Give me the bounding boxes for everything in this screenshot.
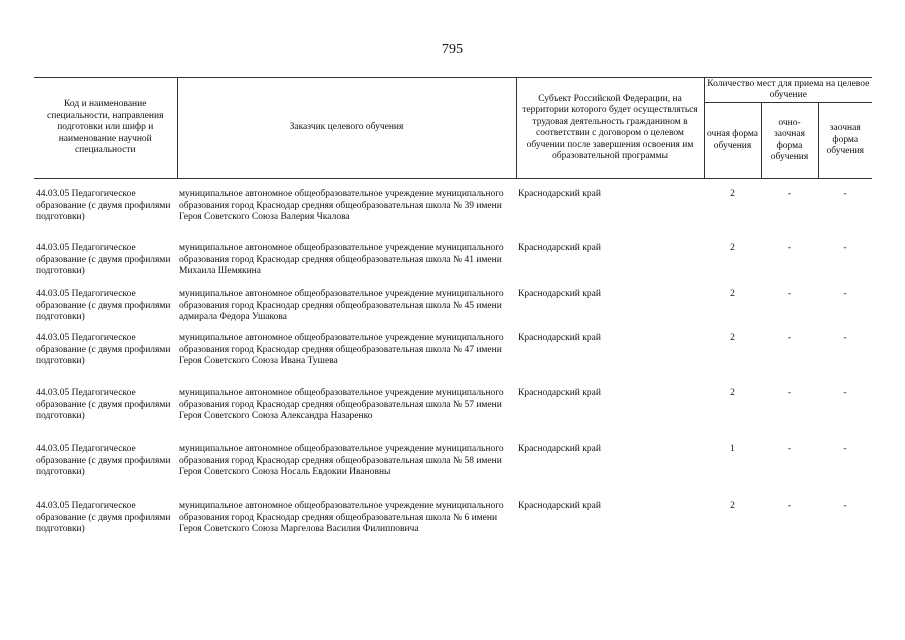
cell-extramural: - (843, 501, 847, 511)
header-full-time: очная форма обучения (704, 103, 761, 179)
header-part-time: очно-заочная форма обучения (761, 103, 818, 179)
cell-subject: Краснодарский край (518, 243, 601, 253)
cell-part-time: - (787, 388, 792, 398)
table-row (34, 189, 872, 243)
cell-customer: муниципальное автономное общеобразовательное учреждение муниципального образования город Краснодар средняя общеобразовательная школа № 6 имени Героя Советского Союза Маргелова Василия Филипповича (179, 501, 504, 534)
cell-code: 44.03.05 Педагогическое образование (с двумя профилями подготовки) (36, 388, 171, 421)
cell-customer: муниципальное автономное общеобразовательное учреждение муниципального образования город Краснодар средняя общеобразовательная школа № 47 имени Героя Советского Союза Ивана Тушева (179, 333, 504, 366)
cell-extramural: - (843, 289, 847, 299)
cell-part-time: - (787, 243, 792, 253)
cell-full-time: 2 (730, 189, 735, 199)
cell-full-time: 2 (730, 501, 735, 511)
table-row (34, 388, 872, 444)
header-code: Код и наименование специальности, направления подготовки или шифр и наименование научной специальности (34, 78, 177, 179)
header-extramural: заочная форма обучения (818, 103, 872, 179)
cell-full-time: 2 (730, 388, 735, 398)
cell-code: 44.03.05 Педагогическое образование (с двумя профилями подготовки) (36, 189, 171, 222)
cell-full-time: 2 (730, 289, 735, 299)
cell-extramural: - (843, 243, 847, 253)
cell-extramural: - (843, 444, 847, 454)
cell-extramural: - (843, 189, 847, 199)
cell-subject: Краснодарский край (518, 444, 601, 454)
target-admission-table (34, 77, 872, 561)
table-row (34, 289, 872, 333)
cell-extramural: - (843, 388, 847, 398)
table-row (34, 444, 872, 501)
row-spacer (34, 179, 872, 190)
cell-full-time: 1 (730, 444, 735, 454)
page-number: 795 (442, 42, 463, 57)
cell-subject: Краснодарский край (518, 501, 601, 511)
cell-part-time: - (787, 501, 792, 511)
cell-subject: Краснодарский край (518, 289, 601, 299)
cell-customer: муниципальное автономное общеобразовательное учреждение муниципального образования город Краснодар средняя общеобразовательная школа № 39 имени Героя Советского Союза Валерия Чкалова (179, 189, 504, 222)
cell-subject: Краснодарский край (518, 333, 601, 343)
header-subject: Субъект Российской Федерации, на территории которого будет осуществляться трудовая деятельность гражданином в соответствии с договором о целевом обучении после завершения освоения им образовательной программы (516, 78, 704, 179)
cell-full-time: 2 (730, 243, 735, 253)
cell-code: 44.03.05 Педагогическое образование (с двумя профилями подготовки) (36, 333, 171, 366)
table-row (34, 243, 872, 289)
cell-part-time: - (787, 333, 792, 343)
cell-part-time: - (787, 189, 792, 199)
header-places: Количество мест для приема на целевое обучение (704, 78, 872, 103)
table-body (34, 179, 872, 562)
cell-part-time: - (787, 289, 792, 299)
cell-subject: Краснодарский край (518, 388, 601, 398)
cell-full-time: 2 (730, 333, 735, 343)
cell-extramural: - (843, 333, 847, 343)
cell-subject: Краснодарский край (518, 189, 601, 199)
cell-code: 44.03.05 Педагогическое образование (с двумя профилями подготовки) (36, 501, 171, 534)
cell-customer: муниципальное автономное общеобразовательное учреждение муниципального образования город Краснодар средняя общеобразовательная школа № 58 имени Героя Советского Союза Носаль Евдокии Ивановны (179, 444, 504, 477)
cell-customer: муниципальное автономное общеобразовательное учреждение муниципального образования город Краснодар средняя общеобразовательная школа № 57 имени Героя Советского Союза Александра Назаренко (179, 388, 504, 421)
cell-code: 44.03.05 Педагогическое образование (с двумя профилями подготовки) (36, 444, 171, 477)
cell-code: 44.03.05 Педагогическое образование (с двумя профилями подготовки) (36, 289, 171, 322)
cell-code: 44.03.05 Педагогическое образование (с двумя профилями подготовки) (36, 243, 171, 276)
cell-customer: муниципальное автономное общеобразовательное учреждение муниципального образования город Краснодар средняя общеобразовательная школа № 41 имени Михаила Шемякина (179, 243, 504, 276)
cell-part-time: - (787, 444, 792, 454)
table-row (34, 333, 872, 388)
cell-customer: муниципальное автономное общеобразовательное учреждение муниципального образования город Краснодар средняя общеобразовательная школа № 45 имени адмирала Федора Ушакова (179, 289, 504, 322)
header-customer: Заказчик целевого обучения (177, 78, 516, 179)
table-row (34, 501, 872, 561)
